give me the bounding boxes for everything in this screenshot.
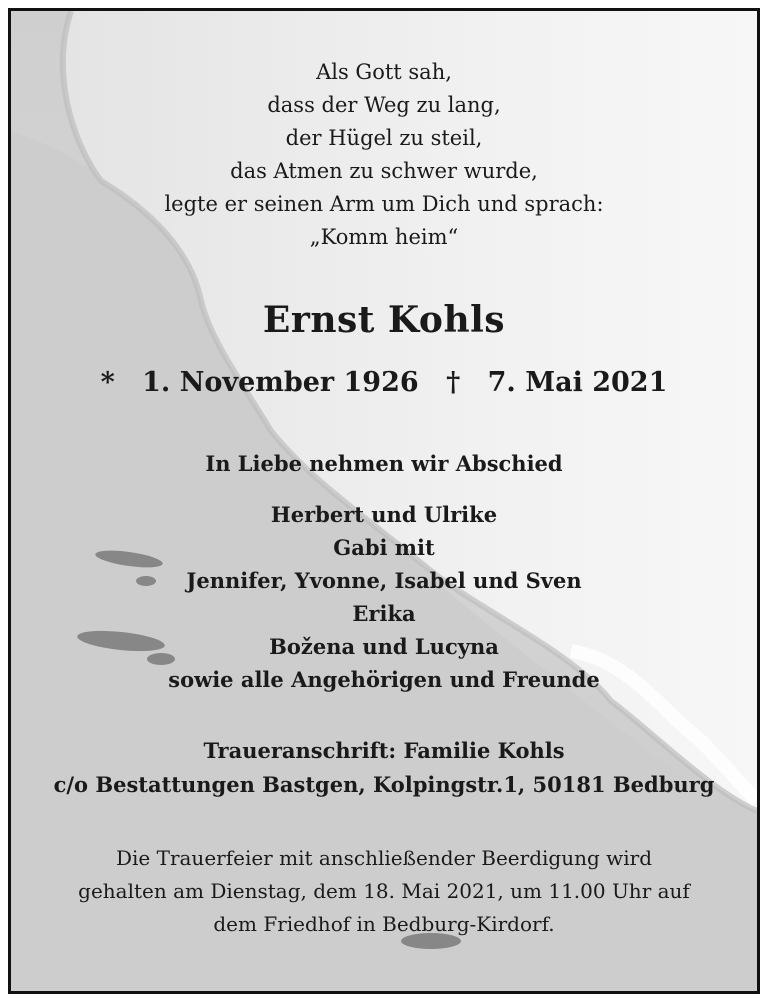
birth-date: 1. November 1926 [142, 367, 419, 398]
poem-line: dass der Weg zu lang, [267, 93, 501, 117]
mourner-line: Jennifer, Yvonne, Isabel und Sven [186, 568, 582, 593]
obituary-card [8, 8, 760, 994]
funeral-info-line: gehalten am Dienstag, dem 18. Mai 2021, um 11.00 Uhr auf [78, 879, 690, 903]
poem-line: das Atmen zu schwer wurde, [230, 159, 538, 183]
poem-line: „Komm heim“ [309, 225, 459, 249]
poem-line: legte er seinen Arm um Dich und sprach: [164, 192, 604, 216]
deceased-name: Ernst Kohls [262, 299, 506, 341]
funeral-info-line: dem Friedhof in Bedburg-Kirdorf. [213, 912, 555, 936]
mourner-line: Herbert und Ulrike [270, 502, 498, 527]
mourner-line: Erika [352, 601, 416, 626]
cross-icon: † [446, 367, 461, 398]
funeral-info-line: Die Trauerfeier mit anschließender Beerdigung wird [115, 846, 652, 870]
mourning-address-title: Traueranschrift: Familie Kohls [203, 738, 565, 763]
obituary-text [11, 11, 757, 991]
mourning-address: c/o Bestattungen Bastgen, Kolpingstr.1, 50181 Bedburg [53, 772, 715, 797]
poem-line: der Hügel zu steil, [285, 126, 483, 150]
life-dates [11, 367, 757, 398]
mourner-line: sowie alle Angehörigen und Freunde [168, 667, 600, 692]
poem-line: Als Gott sah, [316, 60, 452, 84]
mourner-line: Gabi mit [333, 535, 435, 560]
farewell-line: In Liebe nehmen wir Abschied [205, 451, 563, 476]
death-date: 7. Mai 2021 [487, 367, 668, 398]
birth-symbol: * [100, 367, 115, 398]
mourner-line: Božena und Lucyna [269, 634, 499, 659]
